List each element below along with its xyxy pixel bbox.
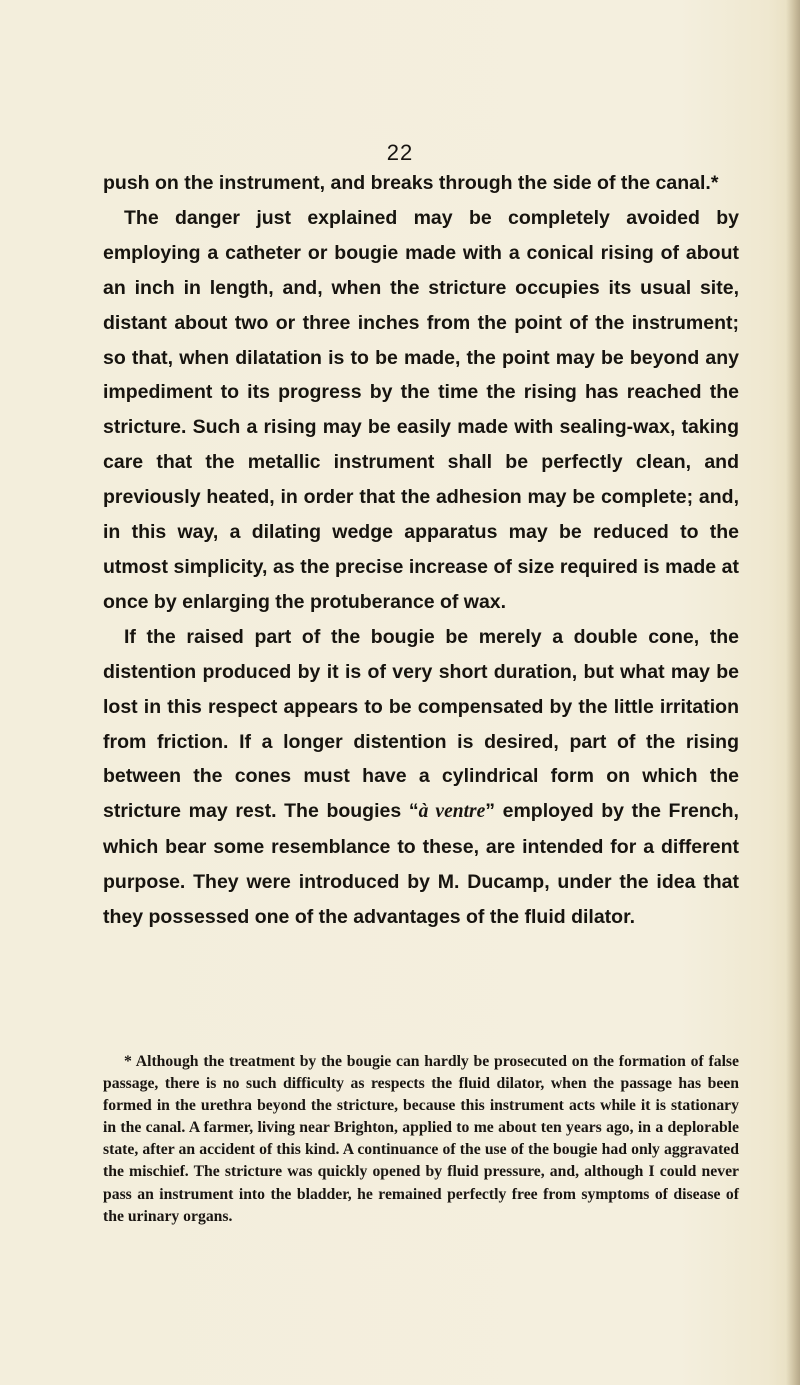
footnote: * Although the treatment by the bougie can hardly be prosecuted on the formation of false passage, there is no such difficulty as respects the fluid dilator, when the passage has been formed in the urethra beyond the stricture, because this instrument acts while it is stationary in the canal. A farmer, living near Brighton, applied to me about ten years ago, in a deplorable state, after an accident of this kind. A continuance of the use of the bougie had only aggravated the mischief. The stricture was quickly opened by fluid pressure, and, although I could never pass an instrument into the bladder, he remained perfectly free from symptoms of disease of the urinary organs.: [103, 1053, 739, 1225]
paragraph-text-end: ” employed by the French, which bear some resemblance to these, are intended for a different purpose. They were introduced by M. Ducamp, under the idea that they possessed one of the advantages of the fluid dilator.: [103, 800, 739, 929]
page-number: 22: [386, 140, 414, 165]
main-text: [103, 166, 739, 935]
paragraph-text-start: If the raised part of the bougie be merely a double cone, the distention produced by it is of very short duration, but what may be lost in this respect appears to be compensated by the little irritation from friction. If a longer distention is desired, part of the rising between the cones must have a cylindrical form on which the stricture may rest. The bougies “: [103, 625, 739, 823]
page-edge-shadow: [786, 0, 800, 1385]
italic-phrase: à ventre: [418, 801, 486, 823]
paragraph-continued: push on the instrument, and breaks through the side of the canal.*: [103, 172, 719, 194]
paragraph-conical-rising: The danger just explained may be completely avoided by employing a catheter or bougie made with a conical rising of about an inch in length, and, when the stricture occupies its usual site, distant about two or three inches from the point of the instrument; so that, when dilatation is to be made, the point may be beyond any impediment to its progress by the time the rising has reached the stricture. Such a rising may be easily made with sealing-wax, taking care that the metallic instrument shall be perfectly clean, and previously heated, in order that the adhesion may be complete; and, in this way, a dilating wedge apparatus may be reduced to the utmost simplicity, as the precise increase of size required is made at once by enlarging the protuberance of wax.: [103, 206, 739, 613]
paragraph-double-cone: [103, 620, 739, 935]
